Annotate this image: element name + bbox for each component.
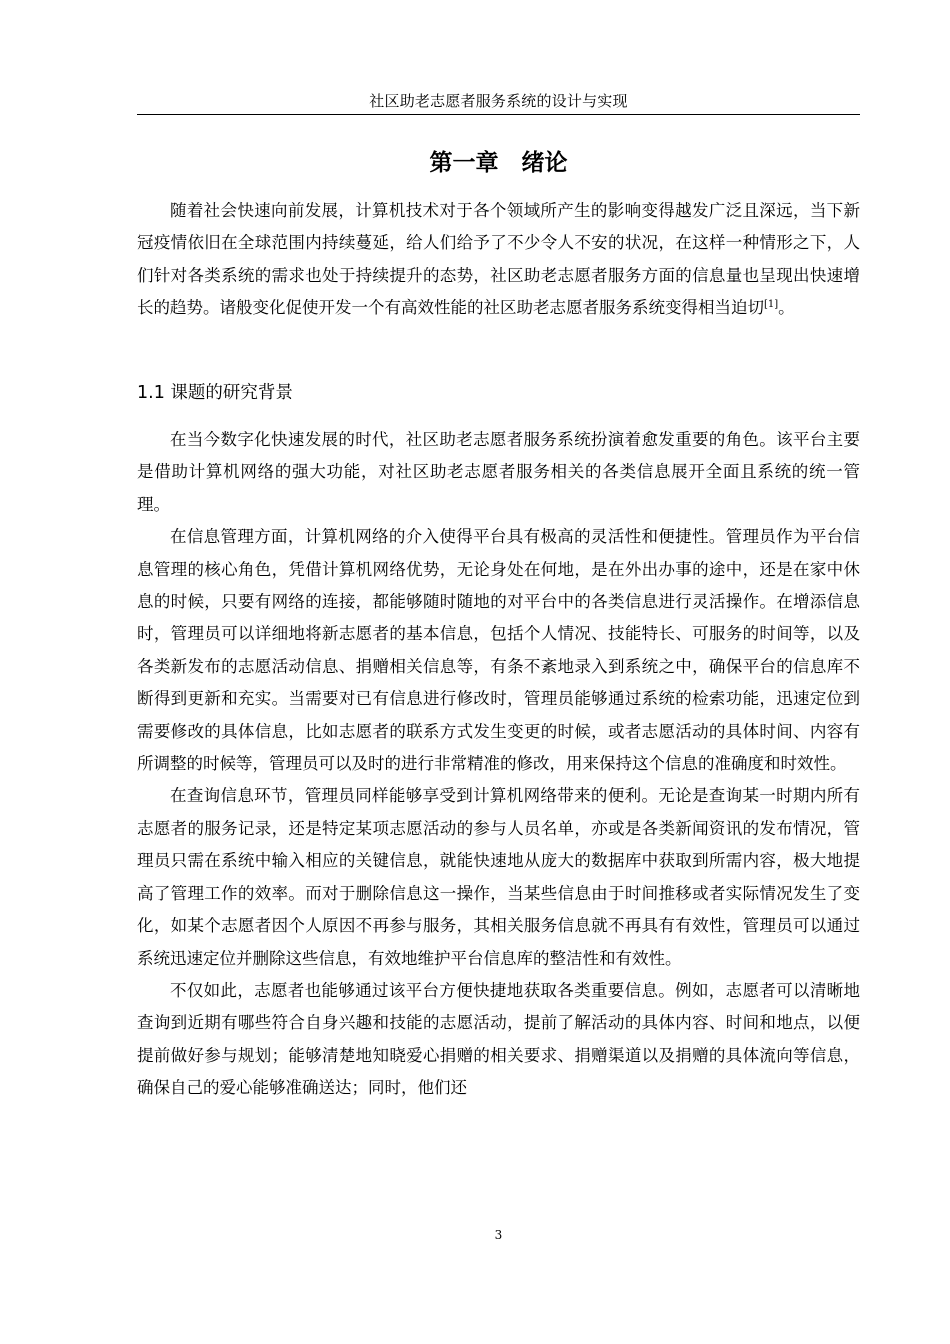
page-number: 3 xyxy=(494,1228,503,1242)
body-paragraph: 不仅如此，志愿者也能够通过该平台方便快捷地获取各类重要信息。例如，志愿者可以清晰地查询到近期有哪些符合自身兴趣和技能的志愿活动，提前了解活动的具体内容、时间和地点，以便提前做好参与规划；能够清楚地知晓爱心捐赠的相关要求、捐赠渠道以及捐赠的具体流向等信息，确保自己的爱心能够准确送达；同时，他们还 xyxy=(137,980,860,1098)
chapter-title: 第一章 绪论 xyxy=(429,150,568,176)
chapter-intro-paragraph xyxy=(137,195,860,325)
intro-tail: 。 xyxy=(778,298,795,318)
body-paragraph: 在查询信息环节，管理员同样能够享受到计算机网络带来的便利。无论是查询某一时期内所有志愿者的服务记录，还是特定某项志愿活动的参与人员名单，亦或是各类新闻资讯的发布情况，管理员只需在系统中输入相应的关键信息，就能快速地从庞大的数据库中获取到所需内容，极大地提高了管理工作的效率。而对于删除信息这一操作，当某些信息由于时间推移或者实际情况发生了变化，如某个志愿者因个人原因不再参与服务，其相关服务信息就不再具有有效性，管理员可以通过系统迅速定位并删除这些信息，有效地维护平台信息库的整洁性和有效性。 xyxy=(137,786,860,968)
section-body xyxy=(137,424,860,1105)
section-heading: 1.1 课题的研究背景 xyxy=(137,383,293,403)
chapter-intro-block xyxy=(137,195,860,325)
header-rule xyxy=(137,114,860,115)
intro-text: 随着社会快速向前发展，计算机技术对于各个领域所产生的影响变得越发广泛且深远，当下新冠疫情依旧在全球范围内持续蔓延，给人们给予了不少令人不安的状况，在这样一种情形之下，人们针对各类系统的需求也处于持续提升的态势，社区助老志愿者服务方面的信息量也呈现出快速增长的趋势。诸般变化促使开发一个有高效性能的社区助老志愿者服务系统变得相当迫切 xyxy=(137,201,860,318)
body-paragraph: 在信息管理方面，计算机网络的介入使得平台具有极高的灵活性和便捷性。管理员作为平台信息管理的核心角色，凭借计算机网络优势，无论身处在何地，是在外出办事的途中，还是在家中休息的时候，只要有网络的连接，都能够随时随地的对平台中的各类信息进行灵活操作。在增添信息时，管理员可以详细地将新志愿者的基本信息，包括个人情况、技能特长、可服务的时间等，以及各类新发布的志愿活动信息、捐赠相关信息等，有条不紊地录入到系统之中，确保平台的信息库不断得到更新和充实。当需要对已有信息进行修改时，管理员能够通过系统的检索功能，迅速定位到需要修改的具体信息，比如志愿者的联系方式发生变更的时候，或者志愿活动的具体时间、内容有所调整的时候等，管理员可以及时的进行非常精准的修改，用来保持这个信息的准确度和时效性。 xyxy=(137,527,860,774)
body-paragraph: 在当今数字化快速发展的时代，社区助老志愿者服务系统扮演着愈发重要的角色。该平台主要是借助计算机网络的强大功能，对社区助老志愿者服务相关的各类信息展开全面且系统的统一管理。 xyxy=(137,430,860,514)
citation-ref: [1] xyxy=(764,299,779,311)
running-header: 社区助老志愿者服务系统的设计与实现 xyxy=(369,92,628,110)
